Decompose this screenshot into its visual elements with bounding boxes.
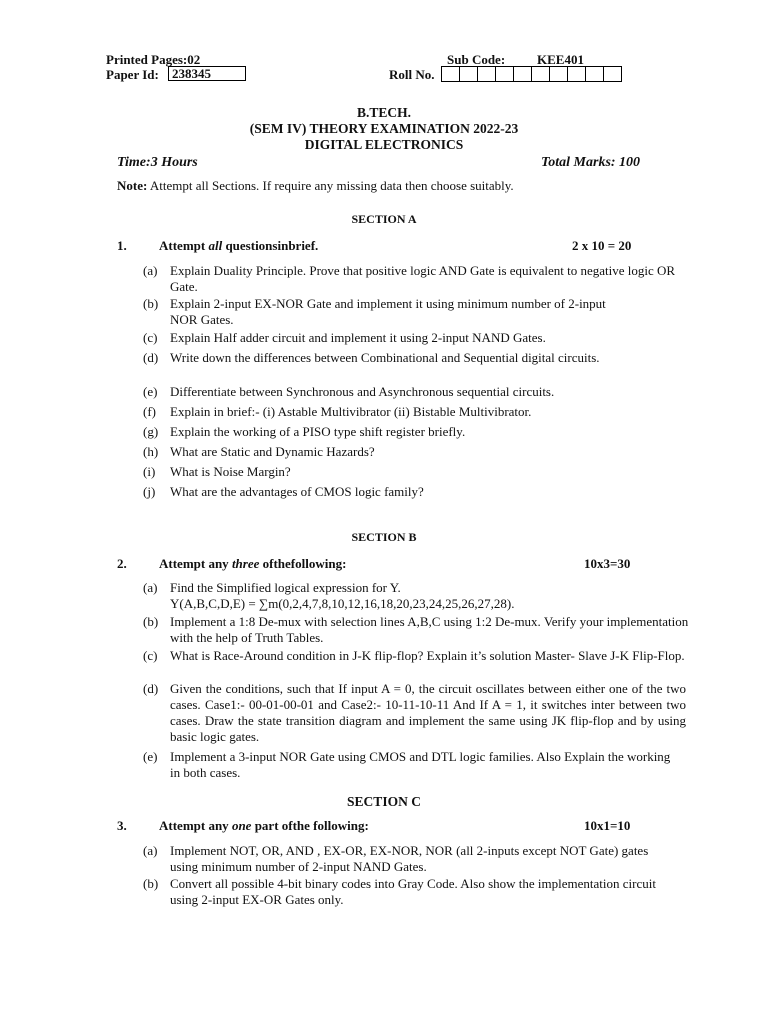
q1-item-h — [143, 444, 703, 460]
q3-em: one — [231, 818, 252, 833]
q3-instruction — [159, 818, 369, 834]
roll-no-digit-box — [585, 66, 604, 82]
q1-item-d — [143, 350, 703, 366]
item-label: (f) — [143, 404, 156, 419]
item-text: Given the conditions, such that If input A = 0, the circuit oscillates between either one of the two cases. Case1:- 00-01-00-01 and Case2:- 10-11-10-11 And If A = 1, it switches inter between two cases. Draw the state transition diagram and implement the same using JK flip-flop and by using basic logic gates. — [170, 681, 686, 744]
item-text: What are Static and Dynamic Hazards? — [170, 444, 375, 459]
degree-title: B.TECH. — [356, 105, 411, 120]
q2-marks: 10x3=30 — [584, 556, 631, 571]
item-label: (e) — [143, 749, 158, 764]
q2-item-c — [143, 648, 703, 664]
item-label: (g) — [143, 424, 159, 439]
item-text: Explain the working of a PISO type shift register briefly. — [170, 424, 466, 439]
exam-time: Time:3 Hours — [117, 155, 198, 170]
item-text: What are the advantages of CMOS logic family? — [170, 484, 424, 499]
section-a-heading: SECTION A — [351, 212, 417, 226]
item-text: Explain Duality Principle. Prove that positive logic AND Gate is equivalent to negative logic OR Gate. — [170, 263, 676, 294]
q1-instruction — [159, 238, 318, 254]
item-text: Differentiate between Synchronous and Asynchronous sequential circuits. — [170, 384, 555, 399]
q1-item-e — [143, 384, 703, 400]
q1-item-g — [143, 424, 703, 440]
q1-em: all — [208, 238, 223, 253]
roll-no-digit-box — [459, 66, 478, 82]
item-label: (d) — [143, 350, 159, 365]
q1-marks: 2 x 10 = 20 — [572, 238, 632, 253]
q1-pre: Attempt — [159, 238, 209, 253]
roll-no-label: Roll No. — [389, 67, 435, 82]
item-text-line2: Y(A,B,C,D,E) = ∑m(0,2,4,7,8,10,12,16,18,20,23,24,25,26,27,28). — [170, 596, 515, 611]
q2-instruction — [159, 556, 346, 572]
q2-item-b — [143, 614, 703, 646]
item-label: (a) — [143, 580, 158, 595]
roll-no-digit-box — [531, 66, 550, 82]
roll-no-digit-box — [441, 66, 460, 82]
q3-number: 3. — [117, 818, 127, 833]
roll-no-digit-box — [495, 66, 514, 82]
printed-pages: Printed Pages:02 — [106, 52, 201, 67]
item-text: Implement NOT, OR, AND , EX-OR, EX-NOR, NOR (all 2-inputs except NOT Gate) gates using minimum number of 2-input NAND Gates. — [170, 843, 649, 874]
item-label: (a) — [143, 843, 158, 858]
roll-no-digit-box — [513, 66, 532, 82]
roll-no-digit-box — [477, 66, 496, 82]
q2-em: three — [231, 556, 260, 571]
q2-item-e — [143, 749, 703, 781]
q1-item-j — [143, 484, 703, 500]
subject-title: DIGITAL ELECTRONICS — [304, 137, 464, 152]
item-text: Explain Half adder circuit and implement it using 2-input NAND Gates. — [170, 330, 546, 345]
item-text: What is Noise Margin? — [170, 464, 291, 479]
q3-item-a — [143, 843, 703, 875]
q1-item-i — [143, 464, 703, 480]
q2-number: 2. — [117, 556, 127, 571]
note — [117, 178, 514, 194]
item-text: Explain 2-input EX-NOR Gate and implement it using minimum number of 2-input NOR Gates. — [170, 296, 606, 327]
item-text: Implement a 3-input NOR Gate using CMOS and DTL logic families. Also Explain the working in both cases. — [170, 749, 671, 780]
item-label: (i) — [143, 464, 156, 479]
section-c-heading: SECTION C — [347, 794, 421, 809]
q3-post: part ofthe following: — [251, 818, 369, 833]
item-label: (a) — [143, 263, 158, 278]
item-text: Convert all possible 4-bit binary codes into Gray Code. Also show the implementation circuit using 2-input EX-OR Gates only. — [170, 876, 656, 907]
q3-item-b — [143, 876, 703, 908]
roll-no-digit-box — [603, 66, 622, 82]
q1-post: questionsinbrief. — [222, 238, 319, 253]
q3-marks: 10x1=10 — [584, 818, 631, 833]
roll-no-boxes — [441, 66, 621, 82]
note-text: Attempt all Sections. If require any missing data then choose suitably. — [147, 178, 514, 193]
exam-title: (SEM IV) THEORY EXAMINATION 2022-23 — [249, 121, 519, 136]
item-label: (c) — [143, 330, 158, 345]
q1-item-c — [143, 330, 703, 346]
item-label: (j) — [143, 484, 156, 499]
q2-post: ofthefollowing: — [259, 556, 347, 571]
paper-id-box: 238345 — [168, 66, 246, 81]
paper-id-label: Paper Id: — [106, 67, 159, 82]
item-label: (c) — [143, 648, 158, 663]
q3-pre: Attempt any — [159, 818, 232, 833]
item-label: (e) — [143, 384, 158, 399]
sub-code-value: KEE401 — [537, 52, 584, 67]
item-label: (b) — [143, 614, 159, 629]
section-b-heading: SECTION B — [351, 530, 417, 544]
q1-item-b — [143, 296, 703, 328]
total-marks: Total Marks: 100 — [541, 155, 641, 170]
q1-item-a — [143, 263, 703, 295]
q1-item-f — [143, 404, 703, 420]
q2-item-d — [143, 681, 703, 745]
q2-item-a — [143, 580, 703, 612]
note-label: Note: — [117, 178, 148, 193]
sub-code-label: Sub Code: — [447, 52, 506, 67]
roll-no-digit-box — [567, 66, 586, 82]
item-label: (b) — [143, 296, 159, 311]
q1-number: 1. — [117, 238, 127, 253]
roll-no-digit-box — [549, 66, 568, 82]
item-text: Find the Simplified logical expression for Y. — [170, 580, 401, 595]
q2-pre: Attempt any — [159, 556, 232, 571]
item-text: Write down the differences between Combinational and Sequential digital circuits. — [170, 350, 600, 365]
item-label: (h) — [143, 444, 159, 459]
item-text: Implement a 1:8 De-mux with selection lines A,B,C using 1:2 De-mux. Verify your implementation with the help of Truth Tables. — [170, 614, 689, 645]
item-label: (d) — [143, 681, 159, 696]
item-label: (b) — [143, 876, 159, 891]
item-text: Explain in brief:- (i) Astable Multivibrator (ii) Bistable Multivibrator. — [170, 404, 532, 419]
item-text: What is Race-Around condition in J-K flip-flop? Explain it’s solution Master- Slave J-K Flip-Flop. — [170, 648, 685, 663]
